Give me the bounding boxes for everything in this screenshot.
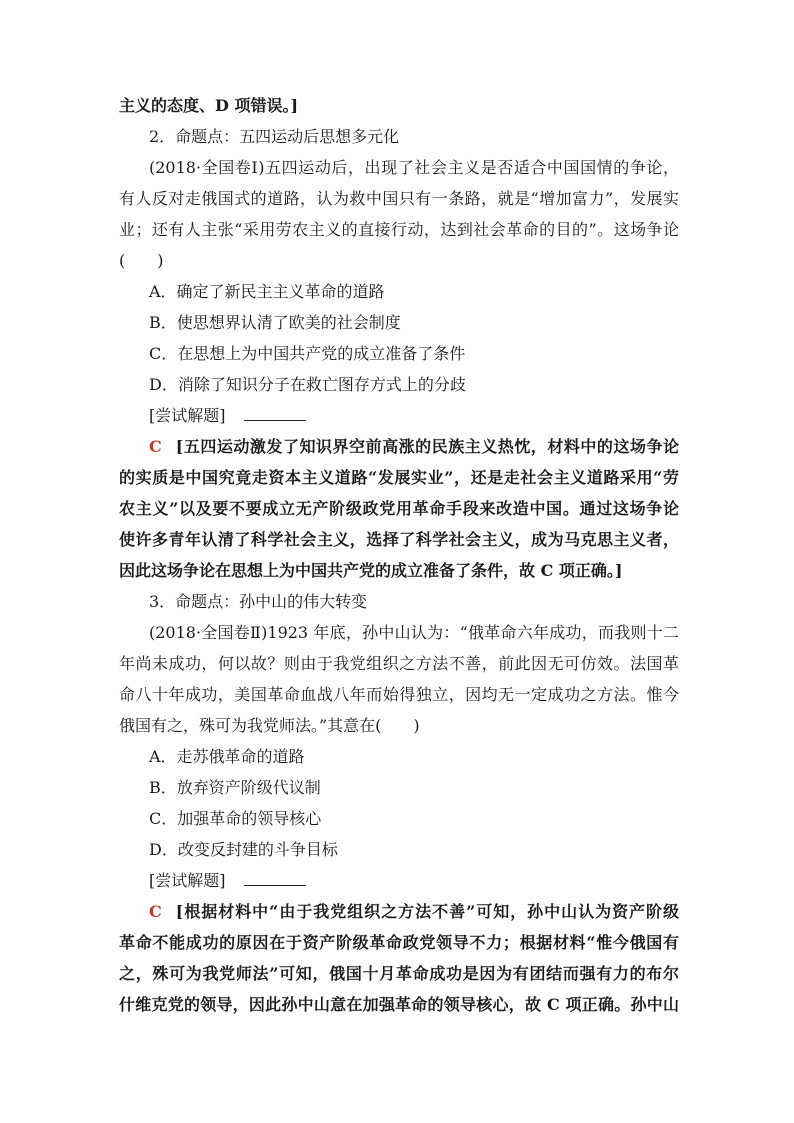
- q3-answer-blank: [244, 869, 306, 886]
- q1-analysis-tail: 主义的态度、D 项错误。]: [119, 96, 299, 115]
- q3-stem-line: 命八十年成功，美国革命血战八年而始得独立，因均无一定成功之方法。惟今: [119, 685, 679, 704]
- q2-analysis-line: 因此这场争论在思想上为中国共产党的成立准备了条件，故 C 项正确。]: [119, 561, 623, 580]
- q2-heading: 2．命题点：五四运动后思想多元化: [149, 127, 400, 146]
- q3-option-d: D．改变反封建的斗争目标: [149, 840, 338, 859]
- q2-answer-letter: C: [149, 437, 162, 456]
- q2-stem-line: ( ): [119, 251, 164, 270]
- q3-stem-line: (2018·全国卷Ⅱ)1923 年底，孙中山认为：“俄革命六年成功，而我则十二: [149, 623, 679, 642]
- q2-analysis-line: [119, 431, 679, 462]
- q3-analysis-line: 革命不能成功的原因在于资产阶级革命政党领导不力；根据材料“惟今俄国有: [119, 933, 679, 952]
- q2-analysis-line: 使许多青年认清了科学社会主义，选择了科学社会主义，成为马克思主义者，: [119, 530, 679, 549]
- q3-try-row: [119, 865, 679, 896]
- q2-stem-line: 有人反对走俄国式的道路，认为救中国只有一条路，就是“增加富力”，发展实: [119, 189, 679, 208]
- document-page: [119, 90, 679, 1020]
- q2-try-row: [119, 400, 679, 431]
- q2-analysis-text: [五四运动激发了知识界空前高涨的民族主义热忱，材料中的这场争论: [175, 437, 679, 456]
- q2-stem-line: 业；还有人主张“采用劳农主义的直接行动，达到社会革命的目的”。这场争论: [119, 220, 679, 239]
- q3-analysis-line: 什维克党的领导，因此孙中山意在加强革命的领导核心，故 C 项正确。孙中山: [119, 995, 679, 1014]
- q3-option-b: B．放弃资产阶级代议制: [149, 778, 321, 797]
- q3-analysis-text: [根据材料中“由于我党组织之方法不善”可知，孙中山认为资产阶级: [175, 902, 679, 921]
- q2-option-d: D．消除了知识分子在救亡图存方式上的分歧: [149, 375, 466, 394]
- q3-option-c: C．加强革命的领导核心: [149, 809, 322, 828]
- q2-option-b: B．使思想界认清了欧美的社会制度: [149, 313, 401, 332]
- q2-analysis-line: 的实质是中国究竟走资本主义道路“发展实业”，还是走社会主义道路采用“劳: [119, 468, 679, 487]
- q3-try-label: [尝试解题]: [149, 871, 226, 890]
- q2-answer-blank: [244, 404, 306, 421]
- q2-stem-line: (2018·全国卷Ⅰ)五四运动后，出现了社会主义是否适合中国国情的争论，: [149, 158, 679, 177]
- q3-heading: 3．命题点：孙中山的伟大转变: [149, 592, 368, 611]
- q2-analysis-line: 农主义”以及要不要成立无产阶级政党用革命手段来改造中国。通过这场争论: [119, 499, 679, 518]
- q3-stem-line: 年尚未成功，何以故？则由于我党组织之方法不善，前此因无可仿效。法国革: [119, 654, 679, 673]
- q3-answer-letter: C: [149, 902, 162, 921]
- q3-analysis-line: 之，殊可为我党师法”可知，俄国十月革命成功是因为有团结而强有力的布尔: [119, 964, 679, 983]
- q3-option-a: A．走苏俄革命的道路: [149, 747, 305, 766]
- q2-try-label: [尝试解题]: [149, 406, 226, 425]
- q3-analysis-line: [119, 896, 679, 927]
- q2-option-a: A．确定了新民主主义革命的道路: [149, 282, 385, 301]
- q3-stem-line: 俄国有之，殊可为我党师法。”其意在( ): [119, 716, 420, 735]
- q2-option-c: C．在思想上为中国共产党的成立准备了条件: [149, 344, 466, 363]
